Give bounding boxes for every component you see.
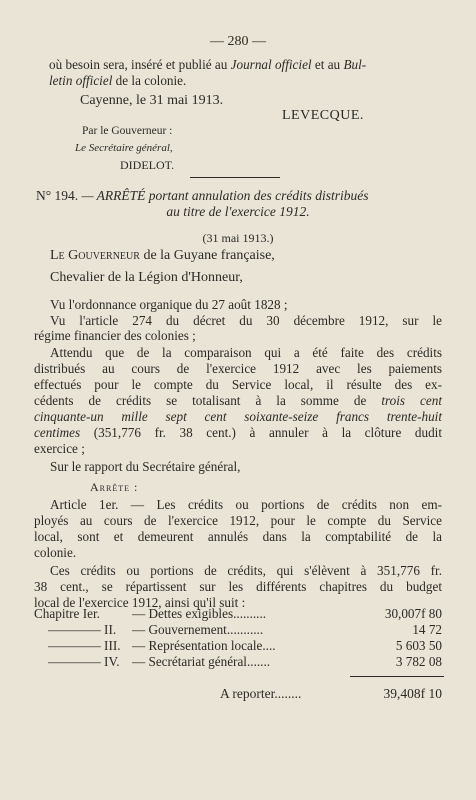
attendu-line-6: centimes (351,776 fr. 38 cent.) à annuler à la clôture dudit [34,425,442,440]
vu-article-line-1: Vu l'article 274 du décret du 30 décembre 1912, sur le [50,313,442,328]
total-label: A reporter........ [220,686,302,701]
preamble-line-2: Chevalier de la Légion d'Honneur, [50,270,243,285]
article-2-line-1: Ces crédits ou portions de crédits, qui s'élèvent à 351,776 fr. [50,563,442,578]
article-2-line-2: 38 cent., se répartissent sur les différents chapitres du budget [34,579,442,594]
attendu-line-7: exercice ; [34,441,85,456]
article-1-line-4: colonie. [34,545,77,560]
vu-ordonnance: Vu l'ordonnance organique du 27 août 1828 ; [50,297,288,312]
secretary-signature: DIDELOT. [120,158,175,172]
total-amount: 39,408f 10 [383,686,442,701]
chapter-amount: 14 72 [412,622,442,637]
continuation-line-2: letin officiel de la colonie. [49,73,187,88]
article-1-line-3: local, sont et demeurent annulés dans la comptabilité de la [34,529,442,544]
attendu-line-1: Attendu que de la comparaison qui a été faite des crédits [50,345,442,360]
decree-title-line-2: au titre de l'exercice 1912. [166,204,310,219]
chapter-label: — Secrétariat général....... [132,654,271,669]
place-date: Cayenne, le 31 mai 1913. [80,93,224,108]
attendu-line-2: distribués au cours de l'exercice 1912 avec les paiements [34,361,442,376]
decree-date: (31 mai 1913.) [202,231,274,245]
attendu-line-4: cédents de crédits se totalisant à la somme de trois cent [34,393,442,408]
decree-title-line-1: N° 194. — ARRÊTÉ portant annulation des crédits distribués [36,188,369,203]
chapter-amount: 5 603 50 [395,638,442,653]
continuation-line-1: où besoin sera, inséré et publié au Journal officiel et au Bul- [49,57,367,72]
chapter-label: — Gouvernement........... [132,622,264,637]
attendu-line-5: cinquante-un mille sept cent soixante-seize francs trente-huit [34,409,442,424]
secretary-title: Le Secrétaire général, [75,142,173,154]
chapter-amount: 3 782 08 [395,654,442,669]
sur-le-rapport: Sur le rapport du Secrétaire général, [50,459,241,474]
signature-rule [190,177,280,178]
chapter-amount: 30,007f 80 [384,606,442,621]
vu-article-line-2: régime financier des colonies ; [34,328,196,343]
preamble-line-1: Le Gouverneur de la Guyane française, [50,248,275,263]
chapter-number: Chapitre Ier. [34,606,100,621]
chapter-label: — Dettes exigibles.......... [132,606,267,621]
arrete-heading: Arrête : [90,480,139,494]
page-number: — 280 — [210,34,266,49]
governor-signature: LEVECQUE. [282,108,364,123]
chapter-number: ———— III. [48,638,121,653]
par-le-gouverneur: Par le Gouverneur : [82,125,173,137]
chapter-label: — Représentation locale.... [132,638,276,653]
article-1-line-2: ployés au cours de l'exercice 1912, pour le compte du Service [34,513,442,528]
total-rule [350,676,444,677]
article-1-line-1: Article 1er. — Les crédits ou portions de crédits non em- [50,497,442,512]
attendu-line-3: effectués pour le compte du Service local, il résulte des ex- [34,377,442,392]
article-2-line-3: local de l'exercice 1912, ainsi qu'il suit : [34,595,246,610]
chapter-number: ———— IV. [48,654,120,669]
chapter-number: ———— II. [48,622,117,637]
